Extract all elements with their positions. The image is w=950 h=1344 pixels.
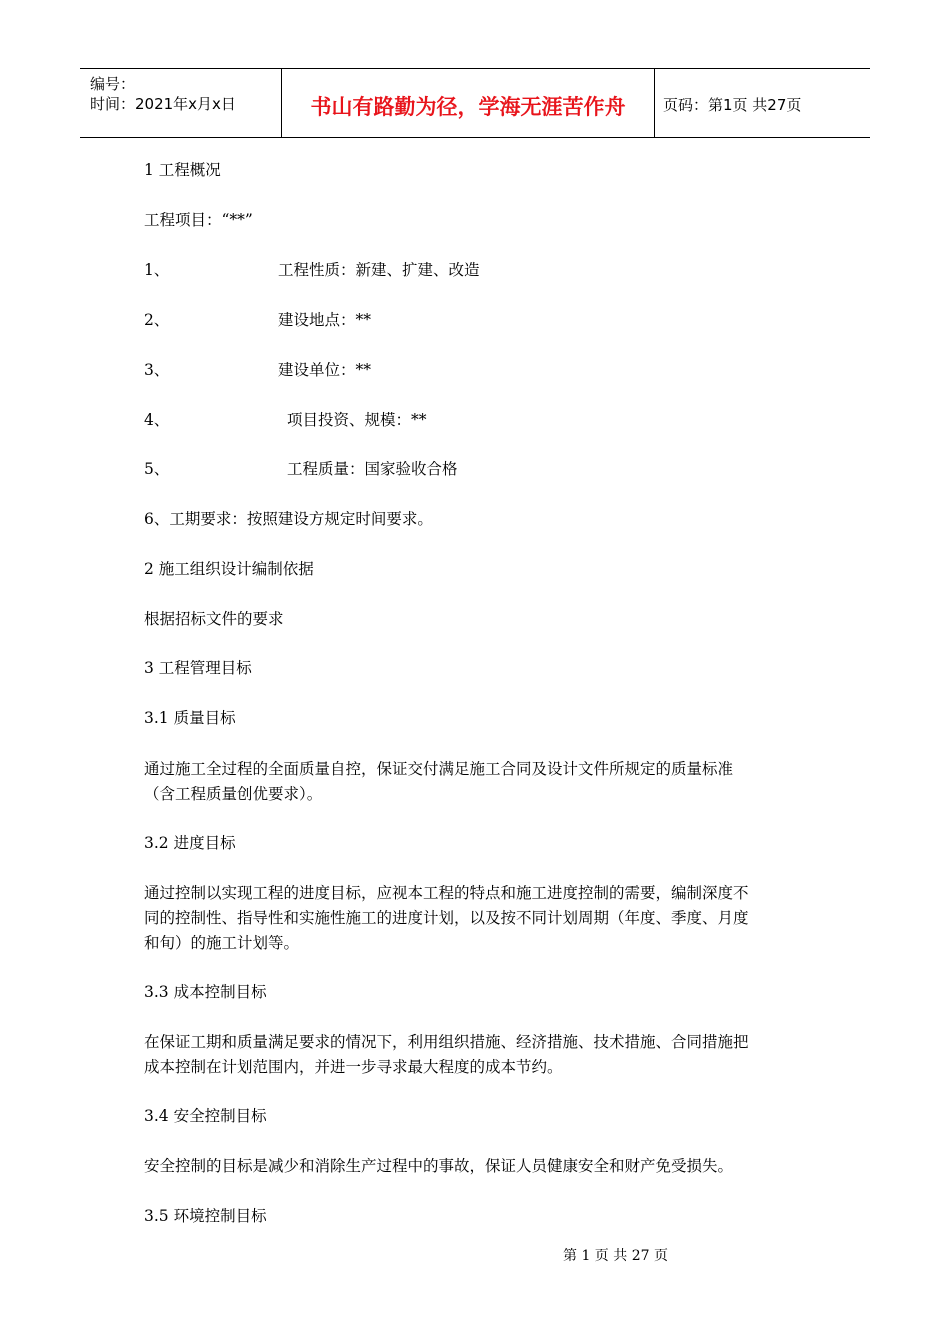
item-3-text: 建设单位：** — [278, 361, 372, 379]
item-1-number: 1、 — [144, 261, 170, 279]
section-3-1-title: 3.1 质量目标 — [144, 709, 236, 727]
item-2-text: 建设地点：** — [278, 311, 372, 329]
item-3-number: 3、 — [144, 361, 170, 379]
section-1-title: 1 工程概况 — [144, 161, 221, 179]
item-1-text: 工程性质：新建、扩建、改造 — [278, 261, 480, 279]
section-3-2-line-2: 同的控制性、指导性和实施性施工的进度计划，以及按不同计划周期（年度、季度、月度 — [144, 909, 749, 927]
section-3-3-line-2: 成本控制在计划范围内，并进一步寻求最大程度的成本节约。 — [144, 1058, 563, 1076]
page-footer: 第 1 页 共 27 页 — [563, 1248, 668, 1264]
section-3-3-title: 3.3 成本控制目标 — [144, 983, 267, 1001]
section-3-2-line-1: 通过控制以实现工程的进度目标，应视本工程的特点和施工进度控制的需要，编制深度不 — [144, 884, 749, 902]
header-page-cell — [655, 69, 870, 137]
header-motto-cell — [282, 69, 655, 137]
section-3-2-line-3: 和旬）的施工计划等。 — [144, 934, 300, 952]
section-3-title: 3 工程管理目标 — [144, 659, 252, 677]
item-2-number: 2、 — [144, 311, 170, 329]
page-header — [80, 68, 870, 138]
item-4-text: 项目投资、规模：** — [287, 411, 427, 429]
section-2-text: 根据招标文件的要求 — [144, 610, 284, 628]
section-3-3-line-1: 在保证工期和质量满足要求的情况下，利用组织措施、经济措施、技术措施、合同措施把 — [144, 1033, 749, 1051]
section-3-5-title: 3.5 环境控制目标 — [144, 1207, 267, 1225]
item-5-text: 工程质量：国家验收合格 — [287, 460, 458, 478]
item-5-number: 5、 — [144, 460, 170, 478]
document-id-label: 编号： — [90, 75, 136, 93]
section-3-4-title: 3.4 安全控制目标 — [144, 1107, 267, 1125]
section-3-1-line-1: 通过施工全过程的全面质量自控，保证交付满足施工合同及设计文件所规定的质量标准 — [144, 760, 734, 778]
section-3-4-text: 安全控制的目标是减少和消除生产过程中的事故，保证人员健康安全和财产免受损失。 — [144, 1157, 734, 1175]
header-motto: 书山有路勤为径，学海无涯苦作舟 — [310, 95, 626, 119]
section-3-2-title: 3.2 进度目标 — [144, 834, 236, 852]
project-name: 工程项目：“**” — [144, 211, 253, 229]
header-page-info: 页码：第1页 共27页 — [663, 96, 802, 114]
item-6-schedule: 6、工期要求：按照建设方规定时间要求。 — [144, 510, 433, 528]
section-2-title: 2 施工组织设计编制依据 — [144, 560, 314, 578]
item-4-number: 4、 — [144, 411, 170, 429]
section-3-1-line-2: （含工程质量创优要求）。 — [144, 785, 323, 803]
header-info-cell — [80, 69, 282, 137]
document-time-label: 时间：2021年x月x日 — [90, 95, 236, 113]
